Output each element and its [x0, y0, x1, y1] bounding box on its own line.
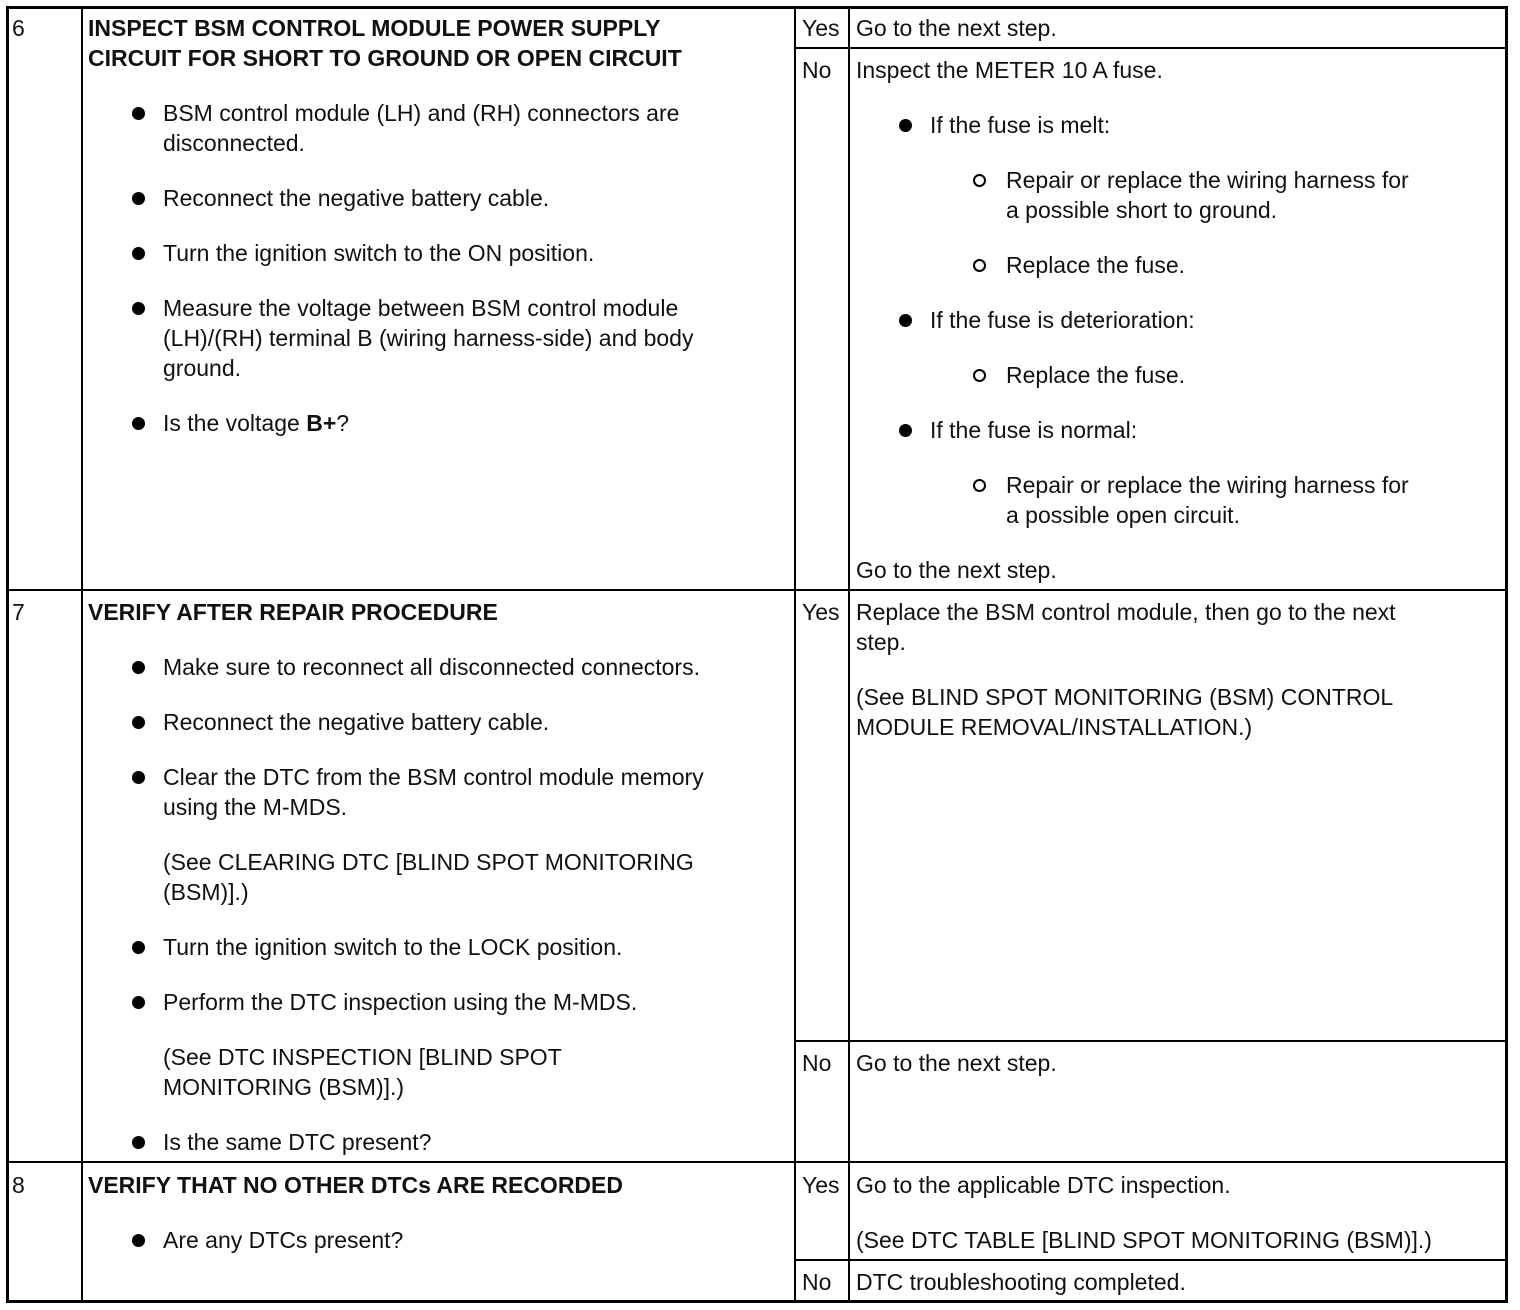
yes-action-text: Go to the applicable DTC inspection.: [856, 1172, 1231, 1198]
bullet-icon: [132, 192, 145, 205]
sub-bullet-icon: [973, 259, 986, 272]
action-text: Repair or replace the wiring harness for: [1006, 472, 1409, 498]
reference-text: (See BLIND SPOT MONITORING (BSM) CONTROL: [856, 684, 1394, 710]
no-action-text: Inspect the METER 10 A fuse.: [856, 57, 1163, 83]
instruction-text: BSM control module (LH) and (RH) connectors are: [163, 100, 680, 126]
no-label: No: [802, 1050, 832, 1076]
step-title: VERIFY AFTER REPAIR PROCEDURE: [88, 599, 498, 625]
bullet-icon: [132, 302, 145, 315]
bullet-icon: [132, 941, 145, 954]
no-label: No: [802, 1269, 832, 1295]
instruction-text: ground.: [163, 355, 242, 381]
step-number: 7: [12, 599, 25, 625]
step-title: INSPECT BSM CONTROL MODULE POWER SUPPLY: [88, 15, 661, 41]
instruction-text: Is the same DTC present?: [163, 1129, 432, 1155]
yes-no-divider: [795, 1259, 1507, 1261]
bullet-icon: [132, 716, 145, 729]
yes-label: Yes: [802, 15, 840, 41]
no-action-text: Go to the next step.: [856, 1050, 1057, 1076]
instruction-text: Are any DTCs present?: [163, 1227, 404, 1253]
action-text: Replace the fuse.: [1006, 362, 1186, 388]
instruction-text: Turn the ignition switch to the ON position.: [163, 240, 595, 266]
instruction-text: Make sure to reconnect all disconnected connectors.: [163, 654, 700, 680]
instruction-text: Measure the voltage between BSM control module: [163, 295, 679, 321]
column-divider: [794, 7, 796, 1302]
yes-action-text: Go to the next step.: [856, 15, 1057, 41]
instruction-text: Turn the ignition switch to the LOCK position.: [163, 934, 623, 960]
no-action-text: DTC troubleshooting completed.: [856, 1269, 1186, 1295]
reference-text: MODULE REMOVAL/INSTALLATION.): [856, 714, 1253, 740]
bullet-icon: [132, 1136, 145, 1149]
bullet-icon: [899, 119, 912, 132]
bullet-icon: [132, 417, 145, 430]
bullet-icon: [899, 314, 912, 327]
sub-bullet-icon: [973, 369, 986, 382]
column-divider: [81, 7, 83, 1302]
instruction-text: Perform the DTC inspection using the M-MDS.: [163, 989, 638, 1015]
yes-no-divider: [795, 1040, 1507, 1042]
reference-text: (BSM)].): [163, 879, 249, 905]
sub-bullet-icon: [973, 479, 986, 492]
bullet-icon: [132, 661, 145, 674]
no-label: No: [802, 57, 832, 83]
column-divider: [848, 7, 850, 1302]
bullet-icon: [132, 771, 145, 784]
instruction-text: using the M-MDS.: [163, 794, 348, 820]
step-number: 6: [12, 15, 25, 41]
action-text: a possible open circuit.: [1006, 502, 1240, 528]
question-value: B+: [306, 410, 337, 436]
condition-text: If the fuse is melt:: [930, 112, 1111, 138]
action-text: Replace the fuse.: [1006, 252, 1186, 278]
condition-text: If the fuse is deterioration:: [930, 307, 1195, 333]
bullet-icon: [132, 1234, 145, 1247]
reference-text: (See DTC TABLE [BLIND SPOT MONITORING (BSM)].): [856, 1227, 1432, 1253]
question-mark: ?: [336, 410, 350, 436]
step-title: CIRCUIT FOR SHORT TO GROUND OR OPEN CIRCUIT: [88, 45, 682, 71]
yes-label: Yes: [802, 599, 840, 625]
bullet-icon: [132, 107, 145, 120]
instruction-text: disconnected.: [163, 130, 305, 156]
step-number: 8: [12, 1172, 25, 1198]
action-text: a possible short to ground.: [1006, 197, 1278, 223]
yes-label: Yes: [802, 1172, 840, 1198]
step-title: VERIFY THAT NO OTHER DTCs ARE RECORDED: [88, 1172, 623, 1198]
yes-action-text: step.: [856, 629, 906, 655]
reference-text: MONITORING (BSM)].): [163, 1074, 405, 1100]
sub-bullet-icon: [973, 174, 986, 187]
instruction-question: [163, 408, 349, 438]
question-text: Is the voltage: [163, 410, 307, 436]
no-end-text: Go to the next step.: [856, 557, 1057, 583]
reference-text: (See CLEARING DTC [BLIND SPOT MONITORING: [163, 849, 694, 875]
bullet-icon: [132, 247, 145, 260]
row-divider: [7, 1161, 1507, 1163]
instruction-text: Reconnect the negative battery cable.: [163, 709, 550, 735]
bullet-icon: [899, 424, 912, 437]
instruction-text: Clear the DTC from the BSM control module memory: [163, 764, 704, 790]
reference-text: (See DTC INSPECTION [BLIND SPOT: [163, 1044, 562, 1070]
bullet-icon: [132, 996, 145, 1009]
yes-no-divider: [795, 47, 1507, 49]
condition-text: If the fuse is normal:: [930, 417, 1138, 443]
yes-action-text: Replace the BSM control module, then go to the next: [856, 599, 1396, 625]
action-text: Repair or replace the wiring harness for: [1006, 167, 1409, 193]
instruction-text: Reconnect the negative battery cable.: [163, 185, 550, 211]
instruction-text: (LH)/(RH) terminal B (wiring harness-side) and body: [163, 325, 694, 351]
row-divider: [7, 589, 1507, 591]
